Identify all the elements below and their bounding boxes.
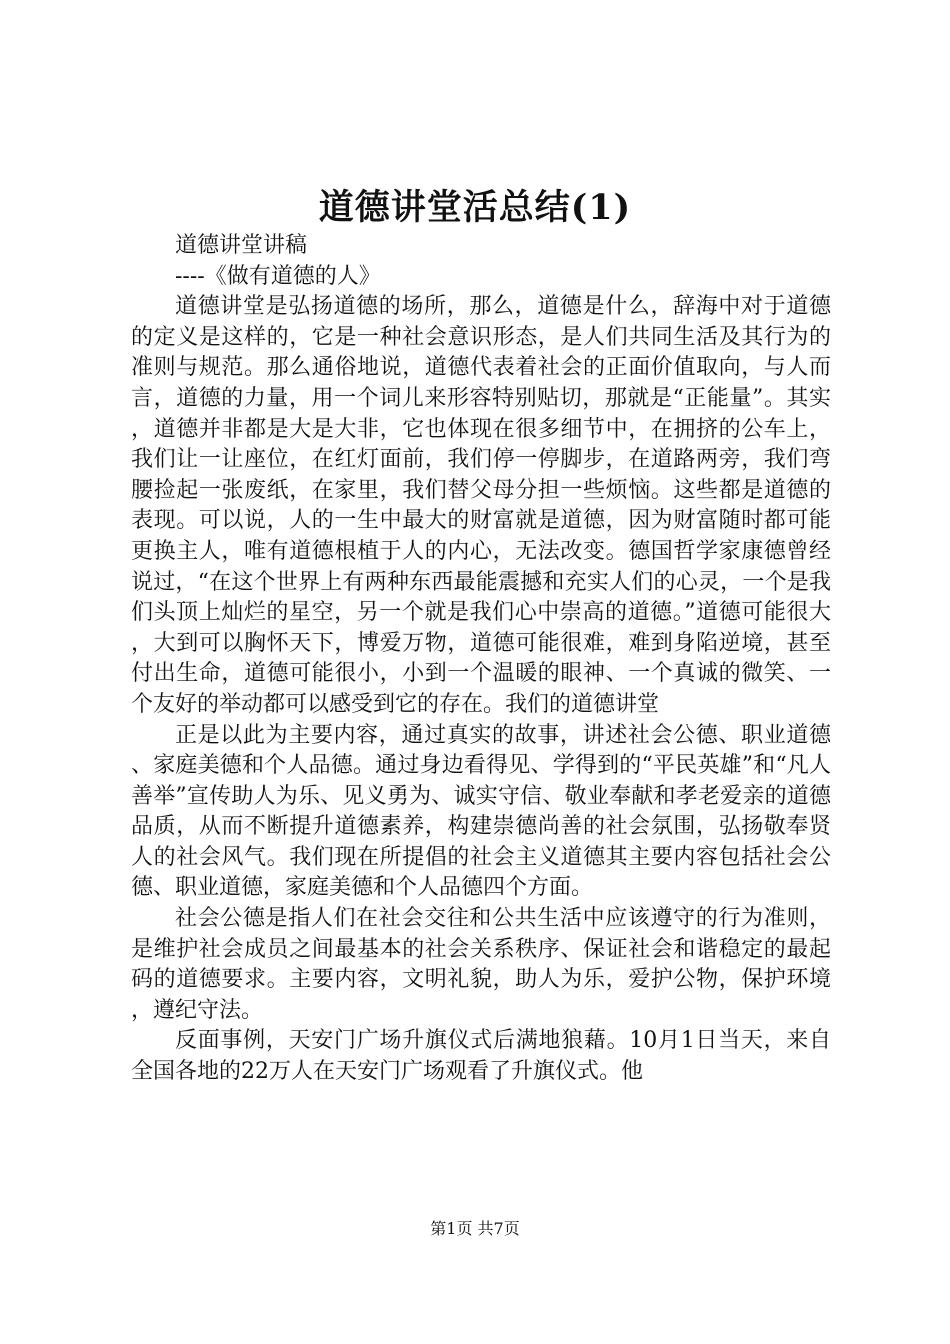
paragraph: 正是以此为主要内容，通过真实的故事，讲述社会公德、职业道德、家庭美德和个人品德。通过身边看得见、学得到的“平民英雄”和“凡人善举”宣传助人为乐、见义勇为、诚实守信、敬业奉献和孝老爱亲的道德品质，从而不断提升道德素养，构建崇德尚善的社会氛围，弘扬敬奉贤人的社会风气。我们现在所提倡的社会主义道德其主要内容包括社会公德、职业道德，家庭美德和个人品德四个方面。 (131, 722, 831, 901)
document-body (131, 231, 831, 1088)
document-title: 道德讲堂活总结(1) (318, 187, 632, 228)
paragraph-heading: 道德讲堂讲稿 (175, 233, 308, 258)
paragraph: 反面事例，天安门广场升旗仪式后满地狼藉。10月1日当天，来自全国各地的22万人在天安门广场观看了升旗仪式。他 (131, 1028, 831, 1085)
paragraph: 道德讲堂是弘扬道德的场所，那么，道德是什么，辞海中对于道德的定义是这样的，它是一种社会意识形态，是人们共同生活及其行为的准则与规范。那么通俗地说，道德代表着社会的正面价值取向，与人而言，道德的力量，用一个词儿来形容特别贴切，那就是“正能量”。其实，道德并非都是大是大非，它也体现在很多细节中，在拥挤的公车上，我们让一让座位，在红灯面前，我们停一停脚步，在道路两旁，我们弯腰捡起一张废纸，在家里，我们替父母分担一些烦恼。这些都是道德的表现。可以说，人的一生中最大的财富就是道德，因为财富随时都可能更换主人，唯有道德根植于人的内心，无法改变。德国哲学家康德曾经说过，“在这个世界上有两种东西最能震撼和充实人们的心灵，一个是我们头顶上灿烂的星空，另一个就是我们心中崇高的道德。”道德可能很大，大到可以胸怀天下，博爱万物，道德可能很难，难到身陷逆境，甚至付出生命，道德可能很小，小到一个温暖的眼神、一个真诚的微笑、一个友好的举动都可以感受到它的存在。我们的道德讲堂 (131, 294, 831, 717)
paragraph-subtitle: ----《做有道德的人》 (175, 263, 381, 289)
paragraph: 社会公德是指人们在社会交往和公共生活中应该遵守的行为准则，是维护社会成员之间最基本的社会关系秩序、保证社会和谐稳定的最起码的道德要求。主要内容，文明礼貌，助人为乐，爱护公物，保护环境，遵纪守法。 (131, 906, 831, 1023)
page-number-footer: 第1页 共7页 (430, 1219, 520, 1238)
